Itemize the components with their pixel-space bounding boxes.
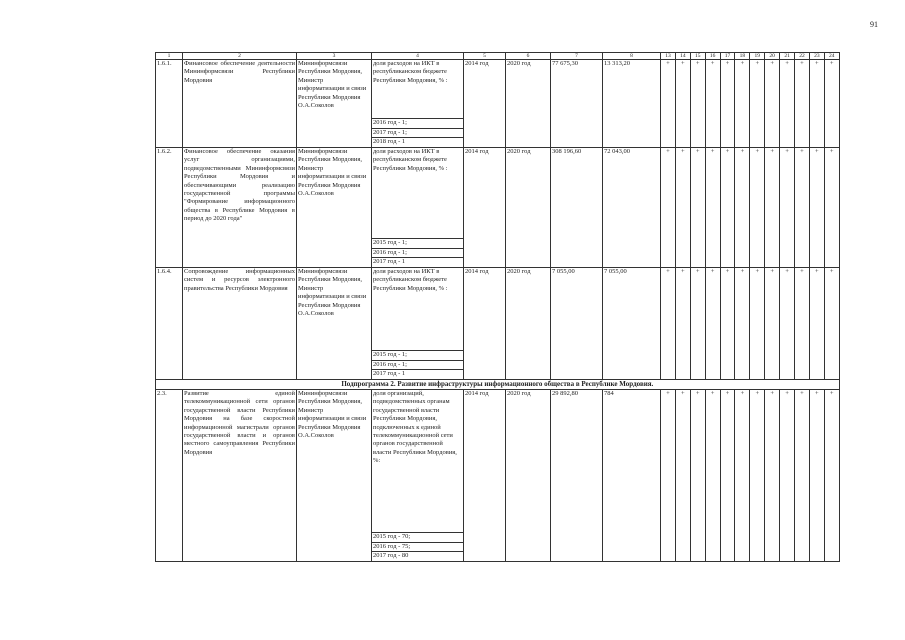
indicator-year-value: 2017 год - 1 [372,369,463,379]
quarter-mark: + [765,390,780,562]
quarter-mark: + [720,390,735,562]
quarter-mark: + [824,390,839,562]
column-number: 21 [780,53,795,60]
column-number: 7 [551,53,603,60]
column-number: 22 [795,53,810,60]
indicator-years [372,532,463,561]
item-number: 2.3. [156,390,183,562]
quarter-mark: + [824,148,839,268]
quarter-mark: + [750,148,765,268]
responsible-executor: Мининформсвязи Республики Мордовия, Министр информатизации и связи Республики Мордовия О.А.Соколов [297,268,372,380]
quarter-mark: + [735,148,750,268]
end-year: 2020 год [506,148,551,268]
quarter-mark: + [735,390,750,562]
indicator-year-value: 2015 год - 1; [372,238,463,248]
quarter-mark: + [720,268,735,380]
column-number: 8 [603,53,661,60]
indicator-year-value: 2017 год - 80 [372,551,463,561]
end-year: 2020 год [506,268,551,380]
indicator-year-value: 2015 год - 1; [372,350,463,360]
column-number: 18 [735,53,750,60]
quarter-mark: + [661,390,676,562]
indicator-year-value: 2017 год - 1 [372,257,463,267]
quarter-mark: + [675,390,690,562]
quarter-mark: + [809,60,824,148]
responsible-executor: Мининформсвязи Республики Мордовия, Министр информатизации и связи Республики Мордовия О.А.Соколов [297,60,372,148]
column-number: 5 [464,53,506,60]
page-number: 91 [870,20,878,29]
item-name: Финансовое обеспечение оказания услуг организациями, подведомственными Мининформсвязи Республики Мордовия и обеспечивающими реализацию государственной программы "Формирование информационного общества в Республике Мордовия в период до 2020 года" [183,148,297,268]
column-number: 1 [156,53,183,60]
indicator-year-value: 2016 год - 1; [372,248,463,258]
quarter-mark: + [780,148,795,268]
item-number: 1.6.4. [156,268,183,380]
indicator-cell [372,268,464,380]
column-number: 14 [675,53,690,60]
quarter-mark: + [705,60,720,148]
quarter-mark: + [735,268,750,380]
start-year: 2014 год [464,148,506,268]
quarter-mark: + [705,268,720,380]
quarter-mark: + [675,268,690,380]
column-number: 19 [750,53,765,60]
funding-current: 13 313,20 [603,60,661,148]
indicator-year-value: 2016 год - 75; [372,542,463,552]
quarter-mark: + [675,148,690,268]
item-name: Финансовое обеспечение деятельности Мининформсвязи Республики Мордовия [183,60,297,148]
quarter-mark: + [705,148,720,268]
funding-total: 308 196,60 [551,148,603,268]
table-row [156,148,840,268]
column-number-row [156,53,840,60]
start-year: 2014 год [464,268,506,380]
quarter-mark: + [720,148,735,268]
column-number: 20 [765,53,780,60]
column-number: 4 [372,53,464,60]
column-number: 2 [183,53,297,60]
quarter-mark: + [690,390,705,562]
quarter-mark: + [661,268,676,380]
indicator-text: доля расходов на ИКТ в республиканском бюджете Республики Мордовия, % : [373,268,448,292]
quarter-mark: + [824,60,839,148]
quarter-mark: + [780,390,795,562]
quarter-mark: + [735,60,750,148]
indicator-cell [372,148,464,268]
item-number: 1.6.1. [156,60,183,148]
quarter-mark: + [795,390,810,562]
quarter-mark: + [809,148,824,268]
indicator-year-value: 2015 год - 70; [372,532,463,542]
indicator-year-value: 2016 год - 1; [372,118,463,128]
quarter-mark: + [705,390,720,562]
indicator-text: доля организаций, подведомственных органам государственной власти Республики Мордовия, подключенных к единой телекоммуникационной сети органов государственной власти Республики Мордовия, %: [373,390,457,465]
funding-current: 72 043,00 [603,148,661,268]
funding-total: 29 892,80 [551,390,603,562]
column-number: 6 [506,53,551,60]
column-number: 16 [705,53,720,60]
table-row [156,60,840,148]
indicator-year-value: 2017 год - 1; [372,128,463,138]
quarter-mark: + [795,268,810,380]
funding-total: 7 055,00 [551,268,603,380]
quarter-mark: + [795,148,810,268]
program-table [155,52,840,562]
start-year: 2014 год [464,390,506,562]
quarter-mark: + [750,268,765,380]
item-name: Развитие единой телекоммуникационной сети органов государственной власти Республики Мордовия на базе скоростной информационной магистрали органов государственной власти и органов местного самоуправления Республики Мордовия [183,390,297,562]
end-year: 2020 год [506,390,551,562]
funding-current: 784 [603,390,661,562]
quarter-mark: + [690,148,705,268]
table-row [156,390,840,562]
indicator-text: доля расходов на ИКТ в республиканском бюджете Республики Мордовия, % : [373,60,448,84]
column-number: 3 [297,53,372,60]
quarter-mark: + [690,60,705,148]
column-number: 24 [824,53,839,60]
table-row [156,268,840,380]
funding-total: 77 675,30 [551,60,603,148]
column-number: 13 [661,53,676,60]
indicator-text: доля расходов на ИКТ в республиканском бюджете Республики Мордовия, % : [373,148,448,172]
column-number: 15 [690,53,705,60]
quarter-mark: + [809,268,824,380]
quarter-mark: + [795,60,810,148]
start-year: 2014 год [464,60,506,148]
quarter-mark: + [690,268,705,380]
indicator-year-value: 2018 год - 1 [372,137,463,147]
item-name: Сопровождение информационных систем и ресурсов электронного правительства Республики Мордовия [183,268,297,380]
quarter-mark: + [720,60,735,148]
quarter-mark: + [661,60,676,148]
quarter-mark: + [780,60,795,148]
indicator-cell [372,390,464,562]
column-number: 17 [720,53,735,60]
quarter-mark: + [765,60,780,148]
item-number: 1.6.2. [156,148,183,268]
funding-current: 7 055,00 [603,268,661,380]
quarter-mark: + [780,268,795,380]
quarter-mark: + [809,390,824,562]
quarter-mark: + [824,268,839,380]
indicator-years [372,118,463,147]
indicator-years [372,350,463,379]
end-year: 2020 год [506,60,551,148]
quarter-mark: + [675,60,690,148]
column-number: 23 [809,53,824,60]
quarter-mark: + [661,148,676,268]
responsible-executor: Мининформсвязи Республики Мордовия, Министр информатизации и связи Республики Мордовия О.А.Соколов [297,390,372,562]
responsible-executor: Мининформсвязи Республики Мордовия, Министр информатизации и связи Республики Мордовия О.А.Соколов [297,148,372,268]
quarter-mark: + [750,60,765,148]
indicator-years [372,238,463,267]
quarter-mark: + [750,390,765,562]
indicator-cell [372,60,464,148]
quarter-mark: + [765,268,780,380]
indicator-year-value: 2016 год - 1; [372,360,463,370]
section-title: Подпрограмма 2. Развитие инфраструктуры информационного общества в Республике Мордовия. [156,380,840,390]
section-row [156,380,840,390]
quarter-mark: + [765,148,780,268]
